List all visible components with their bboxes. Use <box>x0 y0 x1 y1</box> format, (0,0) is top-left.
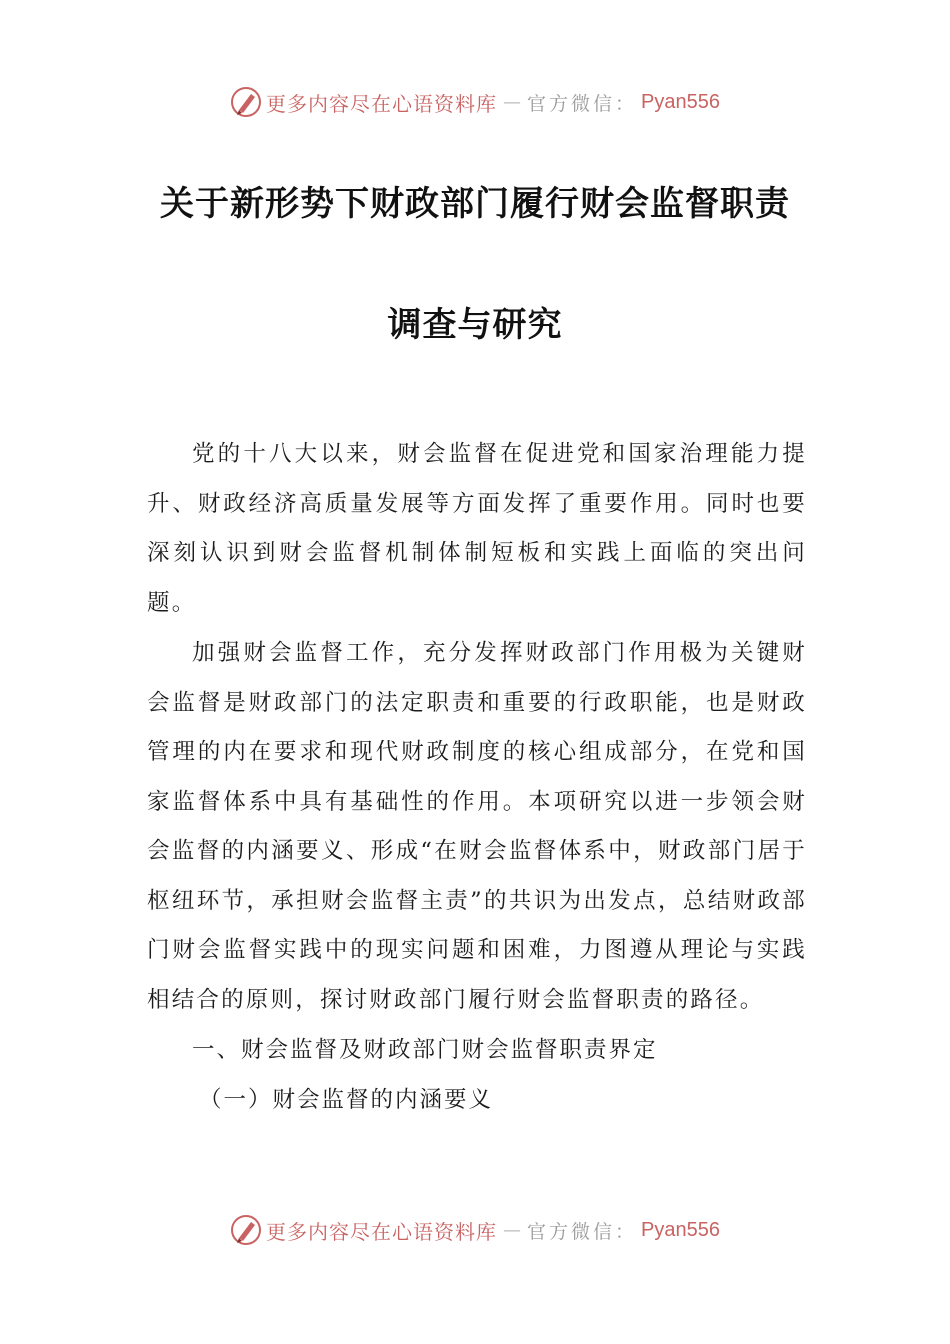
document-body <box>147 430 807 1125</box>
watermark-separator: — <box>503 91 521 113</box>
watermark-brand: 更多内容尽在心语资料库 <box>266 1219 497 1244</box>
document-title-line1: 关于新形势下财政部门履行财会监督职责 <box>160 184 790 224</box>
section-heading-1: 一、财会监督及财政部门财会监督职责界定 <box>192 1037 658 1063</box>
footer-watermark <box>0 1210 950 1250</box>
document-title-line2: 调查与研究 <box>387 305 563 345</box>
watermark-separator: — <box>503 1219 521 1241</box>
pen-logo-icon <box>230 1214 262 1246</box>
header-watermark <box>0 82 950 122</box>
watermark-wechat-id: Pyan556 <box>641 1218 720 1241</box>
pen-logo-icon <box>230 86 262 118</box>
watermark-wechat-id: Pyan556 <box>641 90 720 113</box>
watermark-label: 官方微信： <box>527 1220 638 1243</box>
body-paragraph-1: 党的十八大以来，财会监督在促进党和国家治理能力提升、财政经济高质量发展等方面发挥了重要作用。同时也要深刻认识到财会监督机制体制短板和实践上面临的突出问题。 <box>147 441 807 616</box>
watermark-brand: 更多内容尽在心语资料库 <box>266 91 497 116</box>
subsection-heading-1: （一）财会监督的内涵要义 <box>199 1086 494 1113</box>
body-paragraph-2: 加强财会监督工作，充分发挥财政部门作用极为关键财会监督是财政部门的法定职责和重要的行政职能，也是财政管理的内在要求和现代财政制度的核心组成部分，在党和国家监督体系中具有基础性的作用。本项研究以进一步领会财会监督的内涵要义、形成“在财会监督体系中，财政部门居于枢纽环节，承担财会监督主责”的共识为出发点，总结财政部门财会监督实践中的现实问题和困难，力图遵从理论与实践相结合的原则，探讨财政部门履行财会监督职责的路径。 <box>147 640 807 1013</box>
watermark-label: 官方微信： <box>527 92 638 115</box>
